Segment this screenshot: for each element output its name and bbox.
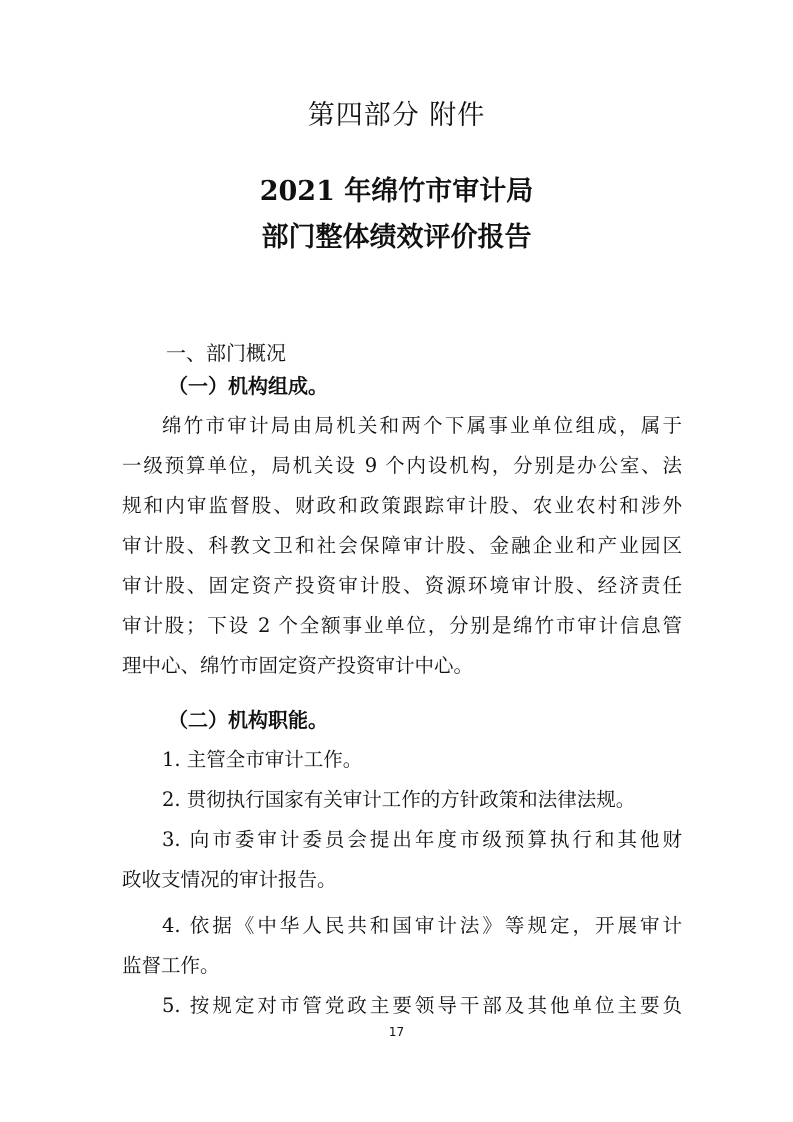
function-item-line: 2. 贯彻执行国家有关审计工作的方针政策和法律法规。	[162, 788, 636, 811]
section-heading-department-overview: 一、部门概况	[166, 341, 286, 365]
paragraph-line: 绵竹市审计局由局机关和两个下属事业单位组成，属于	[162, 414, 682, 437]
paragraph-line: 审计股、固定资产投资审计股、资源环境审计股、经济责任	[122, 574, 682, 597]
function-item-line: 1. 主管全市审计工作。	[162, 748, 363, 771]
paragraph-line: 审计股；下设 2 个全额事业单位，分别是绵竹市审计信息管	[122, 614, 682, 637]
paragraph-line: 规和内审监督股、财政和政策跟踪审计股、农业农村和涉外	[122, 494, 682, 517]
paragraph-line: 审计股、科教文卫和社会保障审计股、金融企业和产业园区	[122, 534, 682, 557]
report-title-line-1: 2021 年绵竹市审计局	[259, 176, 534, 207]
report-title-line-2: 部门整体绩效评价报告	[261, 222, 532, 253]
function-item-line: 4. 依据《中华人民共和国审计法》等规定，开展审计	[162, 914, 682, 937]
function-item-line: 监督工作。	[122, 954, 220, 977]
function-item-line: 政收支情况的审计报告。	[122, 868, 337, 891]
page-number: 17	[388, 1025, 405, 1039]
function-item-line: 5. 按规定对市管党政主要领导干部及其他单位主要负	[162, 994, 682, 1017]
paragraph-line: 理中心、绵竹市固定资产投资审计中心。	[122, 654, 474, 677]
function-item-line: 3. 向市委审计委员会提出年度市级预算执行和其他财	[162, 828, 682, 851]
part-title: 第四部分 附件	[307, 100, 486, 131]
subsection-heading-organization: （一）机构组成。	[168, 374, 328, 398]
paragraph-line: 一级预算单位，局机关设 9 个内设机构，分别是办公室、法	[122, 454, 682, 477]
subsection-heading-functions: （二）机构职能。	[168, 708, 328, 732]
